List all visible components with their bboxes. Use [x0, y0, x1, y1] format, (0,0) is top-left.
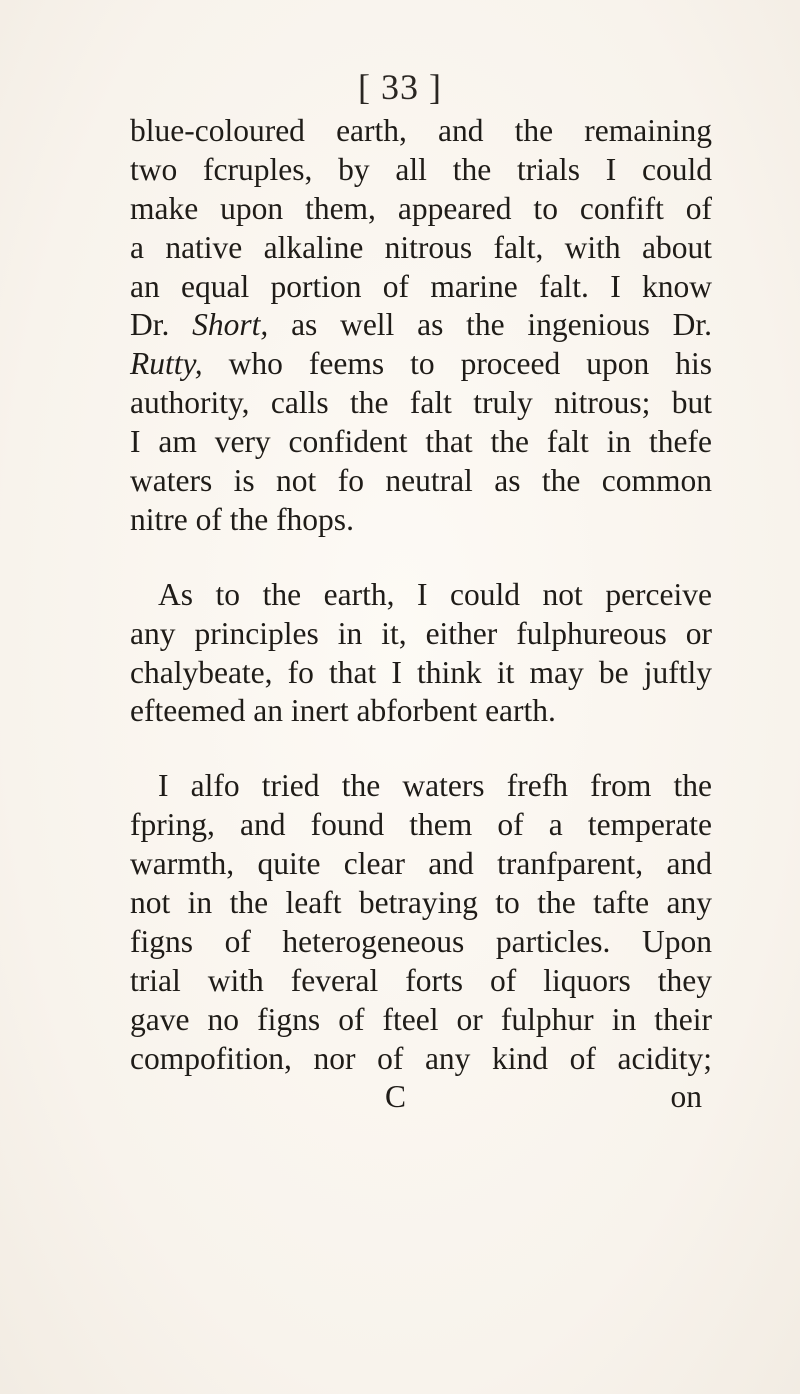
text-fragment: who feems to proceed upon his	[202, 346, 712, 382]
text-line: blue-coloured earth, and the remaining	[130, 113, 712, 148]
text-line: I am very confident that the falt in thefe	[130, 424, 712, 460]
text-line: compofition, nor of any kind of acidity;	[130, 1040, 712, 1076]
text-line: any principles in it, either fulphureous or	[130, 615, 712, 651]
text-line: nitre of the fhops.	[130, 501, 354, 537]
paragraph-1	[130, 112, 712, 540]
text-line: gave no figns of fteel or fulphur in their	[130, 1001, 712, 1037]
paragraph-gap	[130, 731, 712, 767]
catchline	[130, 1078, 712, 1117]
text-line: authority, calls the falt truly nitrous; but	[130, 385, 712, 421]
page-number: [ 33 ]	[358, 67, 442, 107]
paragraph-3	[130, 767, 712, 1078]
text-line: a native alkaline nitrous falt, with about	[130, 229, 712, 265]
signature-mark: C	[385, 1079, 407, 1115]
italic-name-rutty: Rutty,	[130, 346, 203, 382]
text-line: fpring, and found them of a temperate	[130, 807, 712, 843]
text-line: As to the earth, I could not perceive	[158, 576, 712, 612]
text-line: two fcruples, by all the trials I could	[130, 151, 712, 187]
body-text	[130, 112, 712, 1117]
text-line: not in the leaft betraying to the tafte any	[130, 885, 712, 921]
text-line	[130, 306, 712, 345]
text-fragment: as well as the ingenious Dr.	[268, 307, 712, 343]
text-line	[130, 345, 712, 384]
text-line: trial with feveral forts of liquors they	[130, 962, 712, 998]
text-fragment: Dr.	[130, 307, 193, 343]
text-line: make upon them, appeared to confift of	[130, 190, 712, 226]
text-line: chalybeate, fo that I think it may be juftly	[130, 654, 712, 690]
catchword: on	[670, 1079, 702, 1115]
text-line: waters is not fo neutral as the common	[130, 463, 712, 499]
text-line: warmth, quite clear and tranfparent, and	[130, 846, 712, 882]
text-line: an equal portion of marine falt. I know	[130, 268, 712, 304]
text-line: figns of heterogeneous particles. Upon	[130, 923, 712, 959]
paragraph-gap	[130, 540, 712, 576]
text-line: I alfo tried the waters frefh from the	[158, 768, 712, 804]
paragraph-2	[130, 576, 712, 732]
italic-name-short: Short,	[192, 307, 269, 343]
text-line: efteemed an inert abforbent earth.	[130, 693, 556, 729]
